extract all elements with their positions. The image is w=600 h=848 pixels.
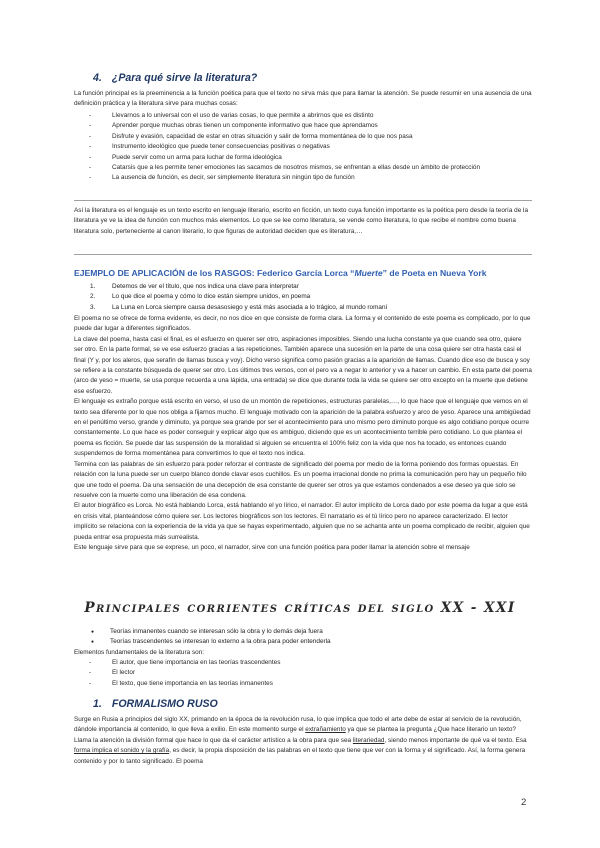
corrientes-title: Principales corrientes críticas del siglo XX - XXI [84,600,516,616]
example-title-post: ” de Poeta en Nueva York [382,268,487,278]
example-title [74,268,544,278]
page-number: 2 [521,797,527,808]
theories-list [74,627,532,648]
section-summary: Así la literatura es el lenguaje es un texto escrito en lenguaje literario, escrito en ficción, un texto cuya función importante es la poética pero desde la teoría de la literatura ye ve la idea de función con muchos más elementos. Lo que se lee como literatura, se vende como literatura, lo que recibe el nombre como buena literatura solo, perteneciente al canon literario, lo que figuras de autoridad deciden que es literatura,… [74,207,529,235]
list-item: - Llevarnos a lo universal con el uso de varias cosas, lo que permite a abrirnos que es distinto [74,111,532,121]
section-number: 4. [93,72,102,84]
paragraph: El autor biográfico es Lorca. No está hablando Lorca, está hablando el yo lírico, el narrador. El autor implícito de Lorca dado por este poema da lugar a que está en crisis vital, planteándose cómo quiere ser. Los lectores biográficos son los lectores. El narratario es el tú lírico pero no aparece caracterizado. El lector implícito se relaciona con la experiencia de la vida ya que se hayas experimentado, alguien que no se achanta ante un poema complicado de recibir, alguien que pueda entrar esa propuesta más surrealista. [74,502,530,541]
underlined-term: forma implica el sonido y la grafía [74,747,170,755]
elements-list [74,658,532,689]
list-item: - El autor, que tiene importancia en las teorías trascendentes [74,658,532,668]
section-number: 1. [93,698,102,710]
example-body [74,314,532,553]
step-text: Lo que dice el poema y cómo lo dice están siempre unidos, en poema [112,293,311,301]
divider [74,254,532,255]
list-item: ● Teorías trascendentes se interesan lo externo a la obra para poder entenderla [74,637,532,647]
section-title: FORMALISMO RUSO [111,698,218,710]
list-item: - Puede servir como un arma para luchar de forma ideológica [74,153,532,163]
list-item: - Aprender porque muchas obras tienen un componente informativo que hace que aprendamos [74,121,532,131]
underlined-term: literariedad [352,736,385,744]
step-number: 3. [90,303,96,311]
list-item: ● Teorías inmanentes cuando se interesan sólo la obra y lo demás deja fuera [74,627,532,637]
text-run: Surge en Rusia a principios del siglo XX, primando en la época de la revolución rusa, lo que implica que todo el arte debe de estar al servicio de la revolución, dándole importancia al contenido, lo que lleva a exilio. En este momento surge el [74,716,522,734]
example-title-work: Muerte [354,268,383,278]
steps-list [74,282,532,313]
step-text: La Luna en Lorca siempre causa desasosiego y está más asociada a lo trágico, al mundo romaní [112,303,388,311]
step-number: 2. [90,293,96,301]
paragraph: Termina con las palabras de sin esfuerzo para poder reforzar el contraste de significado del poema por medio de la forma poniendo dos formas opuestas. En relación con la luna puede ser un cuerpo blanco donde clavar esos cuchillos. Es un poema irracional donde no prima la comunicación pero hay un pequeño hilo que une todo el poema. Da una sensación de una decepción de esa constante de querer ser otros ya que estamos condenados a ese deseo ya que solo se resuelve con la muerte como una liberación de esa condena. [74,460,527,499]
list-item [74,292,532,302]
list-item: - El texto, que tiene importancia en las teorías inmanentes [74,679,532,689]
formalismo-heading [93,698,218,710]
functions-list [74,111,532,184]
text-run: ya que se plantea la pregunta ¿Que hace literario un texto? Llama la atención la división formal que hace lo que da el carácter artístico a la obra para que sea [74,726,516,744]
list-item: - La ausencia de función, es decir, ser simplemente literatura sin ningún tipo de función [74,173,532,183]
section-heading [93,72,257,84]
list-item: - Disfrute y evasión, capacidad de estar en otras situación y salir de forma momentánea de lo que nos pasa [74,132,532,142]
list-item: - Instrumento ideológico que puede tener consecuencias positivas o negativas [74,142,532,152]
list-item: - Catarsis que a les permite tener emociones las sacamos de nosotros mismos, se enfrentan a ellas desde un ámbito de protección [74,163,532,173]
divider [74,200,532,201]
section-intro: La función principal es la preeminencia a la función poética para que el texto no sirva más que para llamar la atención. Se puede resumir en una ausencia de una definición práctica y la literatura sirve para muchas cosas: [74,90,532,108]
formalismo-paragraph [74,715,532,767]
paragraph: Este lenguaje sirve para que se exprese, un poco, el narrador, sirve con una función poética para poder llamar la atención sobre el mensaje [74,543,470,551]
text-run: , es decir, la propia disposición de las palabras en el texto que tiene que ver con la forma y el significado. Así, la forma genera contenido y por lo tanto significado. El poema [74,747,526,765]
list-item: - El lector [74,668,532,678]
list-item [74,303,532,313]
underlined-term: extrañamiento [305,726,346,734]
step-number: 1. [90,283,96,290]
example-title-pre: EJEMPLO DE APLICACIÓN de los RASGOS: Federico García Lorca “ [74,268,355,278]
list-item [74,282,532,292]
paragraph: El lenguaje es extraño porque está escrito en verso, el uso de un montón de repeticiones, estructuras paralelas,…, lo que hace que el lenguaje que vemos en el texto sea diferente por lo que nos obliga a fijarnos mucho. El lenguaje motivado con la aparición de la palabra esfuerzo y arco de yeso. Aparece una ambigüedad en el penúltimo verso, grande y diminuto, ya porque sea grande por ser el acontecimiento para uno mismo pero diminuto porque es algo cotidiano porque ocurre constantemente. Lo que hace es poder conseguir y explicar algo que es ambiguo, diciendo que es un acontecimiento terrible pero cotidiano. Lo que plantea el poema es ficción. Se puede dar las suspensión de la moralidad si alguien se encuentra el 100% feliz con la vida que nos ha tocado, es entonces cuando suspendemos de forma momentánea para convertirnos lo que el texto nos indica. [74,398,531,458]
section-title: ¿Para qué sirve la literatura? [111,72,258,84]
paragraph: El poema no se ofrece de forma evidente, es decir, no nos dice en que consiste de forma clara. La forma y el contenido de este poema es complicado, por lo que puede dar lugar a diferentes significados. [74,315,531,333]
step-text: Detemos de ver el título, que nos indica una clave para interpretar [112,283,299,290]
paragraph: La clave del poema, hasta casi el final, es el esfuerzo en querer ser otro, aspiraciones imposibles. Siendo una lucha constante ya que cuando sea otro, quiere ser otro. En la parte formal, se ve ese esfuerzo gracias a las repeticiones. También aparece una sucesión en la parte de una cosa quiere ser otra hasta casi el final (Y y, por los aleros, que serafín de llamas busca y voy). Dicho verso significa como pasión gracias a la aparición de llamas. Cuando dice eso de busca y soy se refiere a la constante búsqueda de querer ser otro. Los últimos tres versos, con el pero va a negar lo anterior y va a hacer un cambio. En esta parte del poema (arco de yeso = muerte, se usa porque recuerda a una lápida, una entrada) se dice que durante toda la vida se quiere ser otro excepto en la muerte que detiene ese esfuerzo. [74,335,532,395]
text-run: , siendo menos importante de qué va el texto. Esa [384,736,527,744]
elements-intro: Elementos fundamentales de la literatura son: [74,649,205,656]
